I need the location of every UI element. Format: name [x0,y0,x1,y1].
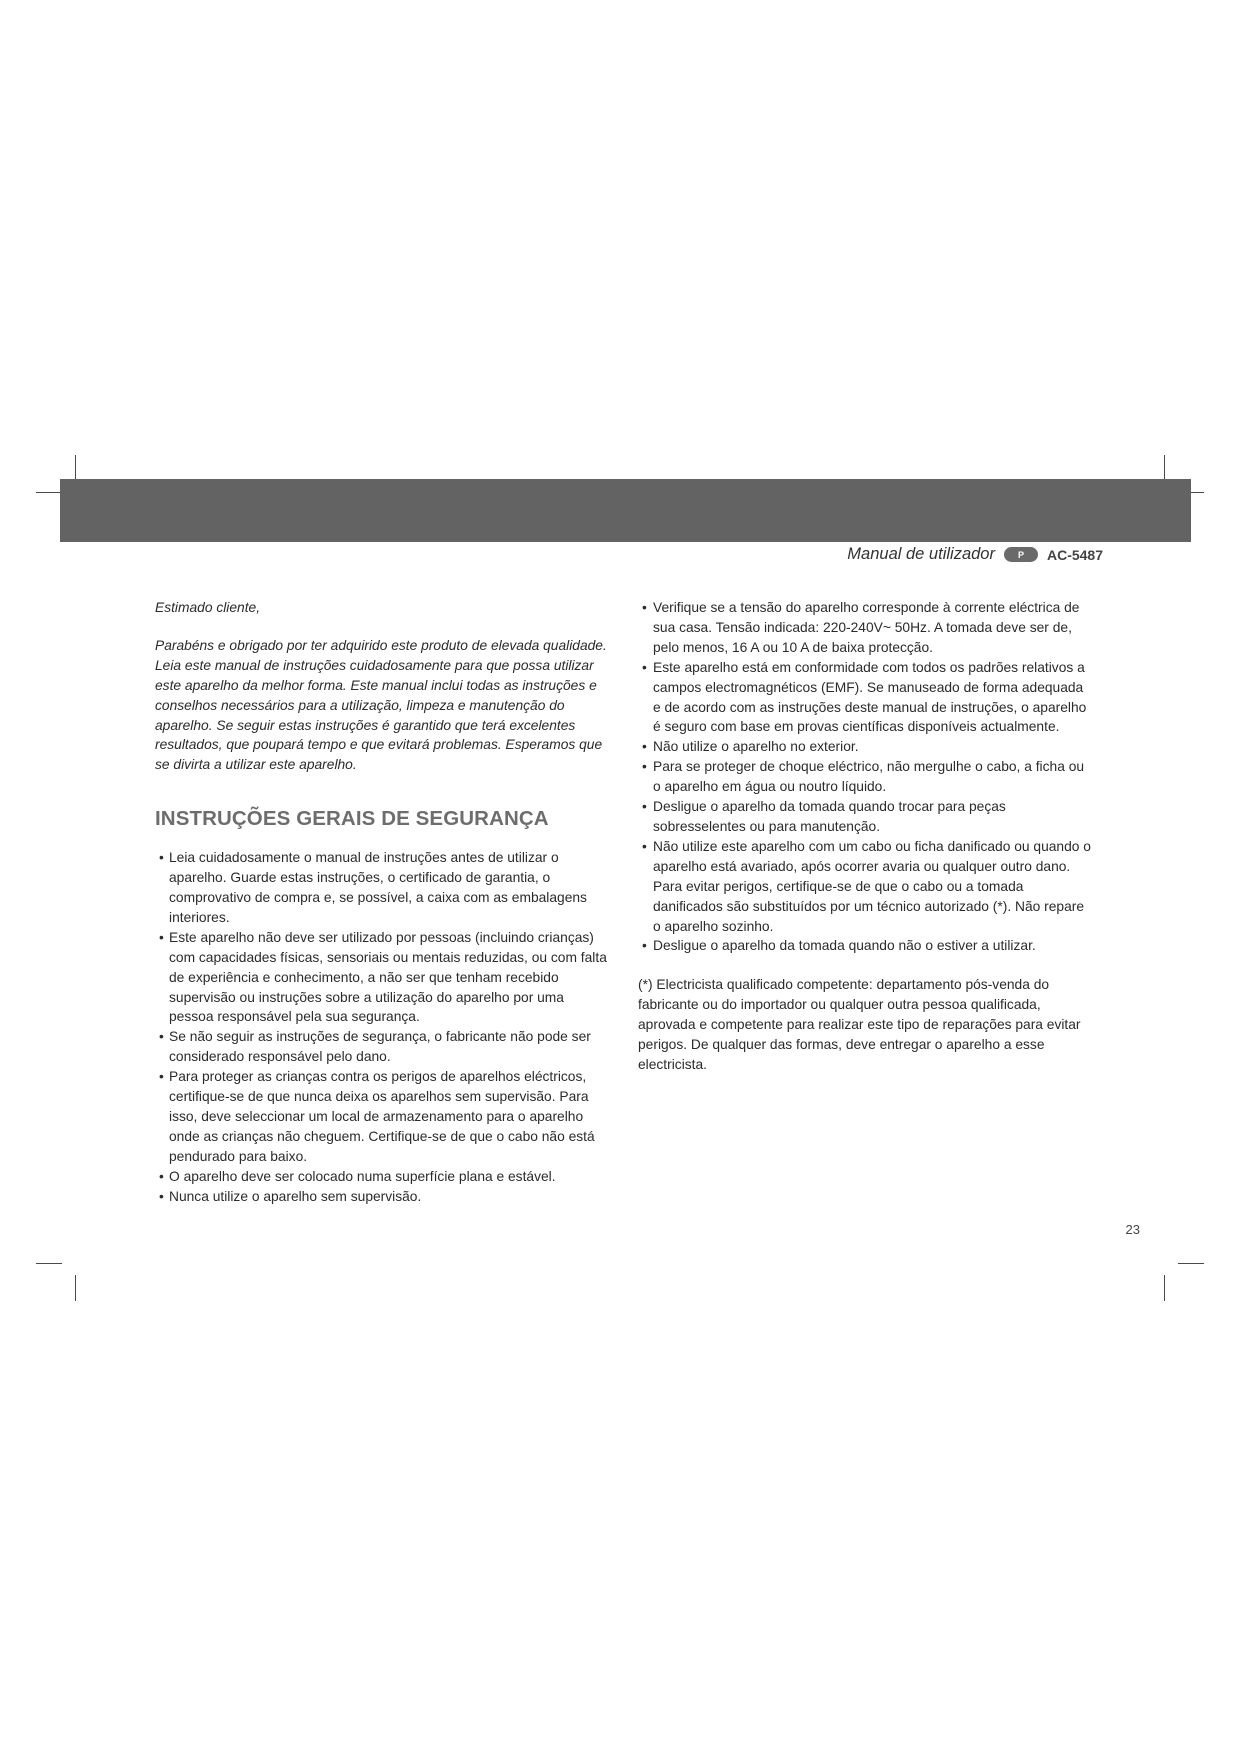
list-item: • Nunca utilize o aparelho sem supervisão. [155,1187,610,1207]
list-item: • Se não seguir as instruções de segurança, o fabricante não pode ser considerado responsável pelo dano. [155,1027,610,1067]
list-item: • O aparelho deve ser colocado numa superfície plana e estável. [155,1167,610,1187]
left-column [155,598,610,1206]
safety-list-right [638,598,1093,956]
list-item: • Para proteger as crianças contra os perigos de aparelhos eléctricos, certifique-se de que nunca deixa os aparelhos sem supervisão. Para isso, deve seleccionar um local de armazenamento para o aparelho onde as crianças não cheguem. Certifique-se de que o cabo não está pendurado para baixo. [155,1067,610,1167]
footnote: (*) Electricista qualificado competente: departamento pós-venda do fabricante ou do importador ou qualquer outra pessoa qualificada, aprovada e competente para realizar este tipo de reparações para evitar perigos. De qualquer das formas, deve entregar o aparelho a esse electricista. [638,977,1081,1072]
list-item: • Desligue o aparelho da tomada quando trocar para peças sobresselentes ou para manutenção. [638,797,1093,837]
right-column [638,598,1093,1075]
crop-mark-bottom-right-vertical [1164,1275,1165,1301]
greeting: Estimado cliente, [155,600,261,615]
running-head [847,545,1103,564]
list-item: • Não utilize o aparelho no exterior. [638,737,1093,757]
crop-mark-bottom-left-horizontal [36,1263,62,1264]
language-badge: P [1004,547,1038,562]
page-number: 23 [1125,1222,1140,1237]
crop-mark-bottom-left-vertical [75,1275,76,1301]
header-band [60,479,1191,542]
list-item: • Desligue o aparelho da tomada quando não o estiver a utilizar. [638,936,1093,956]
crop-mark-top-left-horizontal [36,492,62,493]
model-number: AC-5487 [1046,546,1103,563]
safety-list-left [155,848,610,1206]
intro-paragraph: Parabéns e obrigado por ter adquirido este produto de elevada qualidade. Leia este manual de instruções cuidadosamente para que possa utilizar este aparelho da melhor forma. Este manual inclui todas as instruções e conselhos necessários para a utilização, limpeza e manutenção do aparelho. Se seguir estas instruções é garantido que terá excelentes resultados, que poupará tempo e que evitará problemas. Esperamos que se divirta a utilizar este aparelho. [155,637,607,773]
crop-mark-bottom-right-horizontal [1178,1263,1204,1264]
manual-title: Manual de utilizador [847,545,995,563]
list-item: • Este aparelho está em conformidade com todos os padrões relativos a campos electromagnéticos (EMF). Se manuseado de forma adequada e de acordo com as instruções deste manual de instruções, o aparelho é seguro com base em provas científicas disponíveis actualmente. [638,658,1093,738]
crop-mark-top-left-vertical [75,455,76,481]
list-item: • Verifique se a tensão do aparelho corresponde à corrente eléctrica de sua casa. Tensão indicada: 220-240V~ 50Hz. A tomada deve ser de, pelo menos, 16 A ou 10 A de baixa protecção. [638,598,1093,658]
section-heading: INSTRUÇÕES GERAIS DE SEGURANÇA [155,807,549,831]
list-item: • Para se proteger de choque eléctrico, não mergulhe o cabo, a ficha ou o aparelho em água ou noutro líquido. [638,757,1093,797]
list-item: • Leia cuidadosamente o manual de instruções antes de utilizar o aparelho. Guarde estas instruções, o certificado de garantia, o comprovativo de compra e, se possível, a caixa com as embalagens interiores. [155,848,610,928]
list-item: • Não utilize este aparelho com um cabo ou ficha danificado ou quando o aparelho está avariado, após ocorrer avaria ou qualquer outro dano. Para evitar perigos, certifique-se de que o cabo ou a tomada danificados são substituídos por um técnico autorizado (*). Não repare o aparelho sozinho. [638,837,1093,937]
crop-mark-top-right-vertical [1164,455,1165,481]
list-item: • Este aparelho não deve ser utilizado por pessoas (incluindo crianças) com capacidades físicas, sensoriais ou mentais reduzidas, ou com falta de experiência e conhecimento, a não ser que tenham recebido supervisão ou instruções sobre a utilização do aparelho por uma pessoa responsável pela sua segurança. [155,928,610,1028]
